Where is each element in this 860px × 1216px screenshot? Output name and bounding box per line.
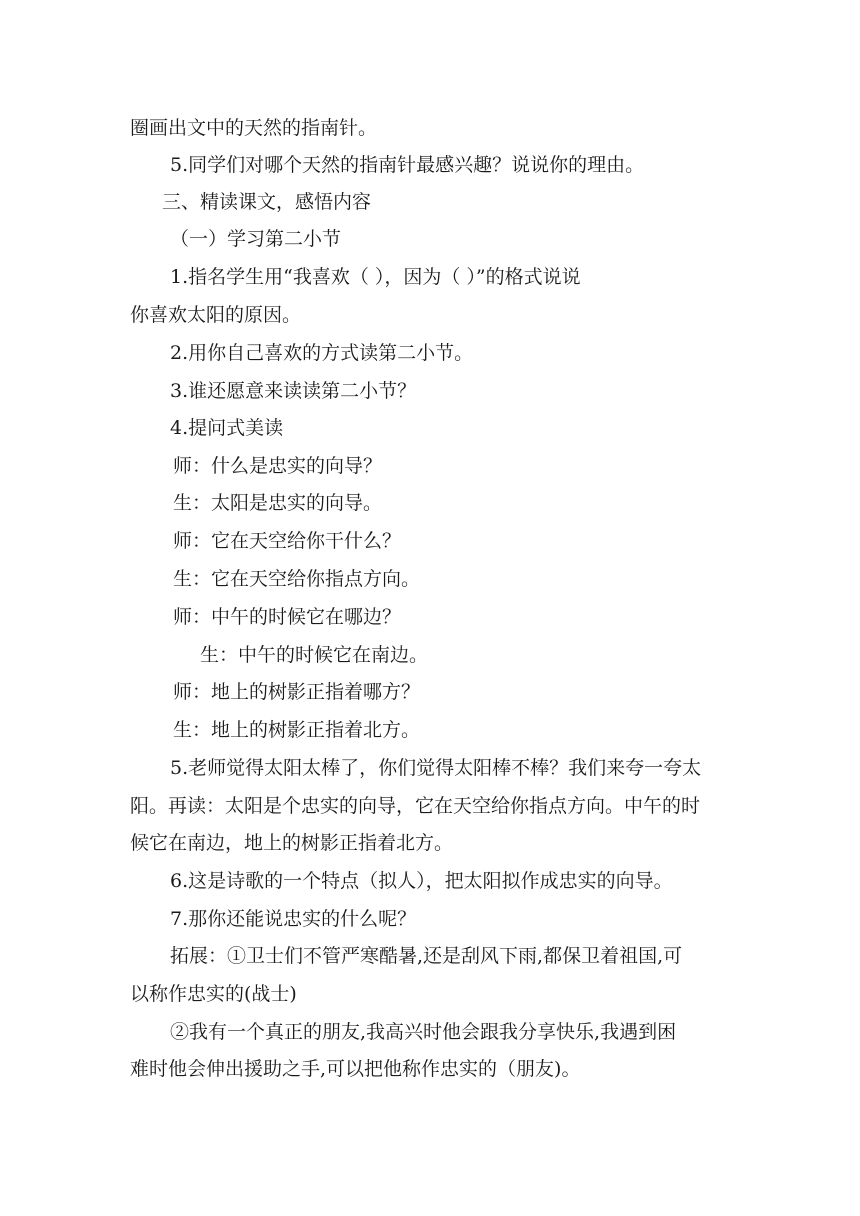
- dialogue-line: 生：它在天空给你指点方向。: [173, 568, 421, 590]
- dialogue-line: 师：它在天空给你干什么？: [173, 530, 402, 552]
- dialogue-line: 师：中午的时候它在哪边？: [173, 606, 402, 628]
- text-line: 拓展：①卫士们不管严寒酷暑,还是刮风下雨,都保卫着祖国,可: [170, 945, 683, 967]
- text-line: 5.老师觉得太阳太棒了，你们觉得太阳棒不棒？我们来夸一夸太: [170, 757, 702, 779]
- subsection-heading: （一）学习第二小节: [170, 228, 342, 250]
- text-line: 阳。再读：太阳是个忠实的向导，它在天空给你指点方向。中午的时: [130, 795, 701, 817]
- text-line: ②我有一个真正的朋友,我高兴时他会跟我分享快乐,我遇到困: [170, 1021, 677, 1043]
- text-line: 6.这是诗歌的一个特点（拟人），把太阳拟作成忠实的向导。: [170, 870, 673, 892]
- dialogue-line: 师：地上的树影正指着哪方？: [173, 681, 421, 703]
- dialogue-line: 师：什么是忠实的向导？: [173, 455, 383, 477]
- text-line: 5.同学们对哪个天然的指南针最感兴趣？说说你的理由。: [170, 154, 645, 176]
- dialogue-line: 生：中午的时候它在南边。: [200, 644, 429, 666]
- text-line: 3.谁还愿意来读读第二小节？: [170, 380, 417, 402]
- dialogue-line: 生：太阳是忠实的向导。: [173, 492, 383, 514]
- dialogue-line: 生：地上的树影正指着北方。: [173, 719, 421, 741]
- text-line: 4.提问式美读: [170, 417, 284, 439]
- text-line: 候它在南边，地上的树影正指着北方。: [130, 832, 454, 854]
- text-line: 圈画出文中的天然的指南针。: [130, 117, 378, 139]
- section-heading: 三、精读课文，感悟内容: [162, 191, 372, 213]
- text-line: 你喜欢太阳的原因。: [130, 304, 302, 326]
- text-line: 1.指名学生用“我喜欢（ ），因为（ ）”的格式说说: [170, 266, 581, 288]
- text-line: 7.那你还能说忠实的什么呢？: [170, 908, 417, 930]
- text-line: 2.用你自己喜欢的方式读第二小节。: [170, 342, 474, 364]
- text-line: 以称作忠实的(战士): [130, 983, 297, 1005]
- text-line: 难时他会伸出援助之手,可以把他称作忠实的（朋友)。: [130, 1058, 581, 1080]
